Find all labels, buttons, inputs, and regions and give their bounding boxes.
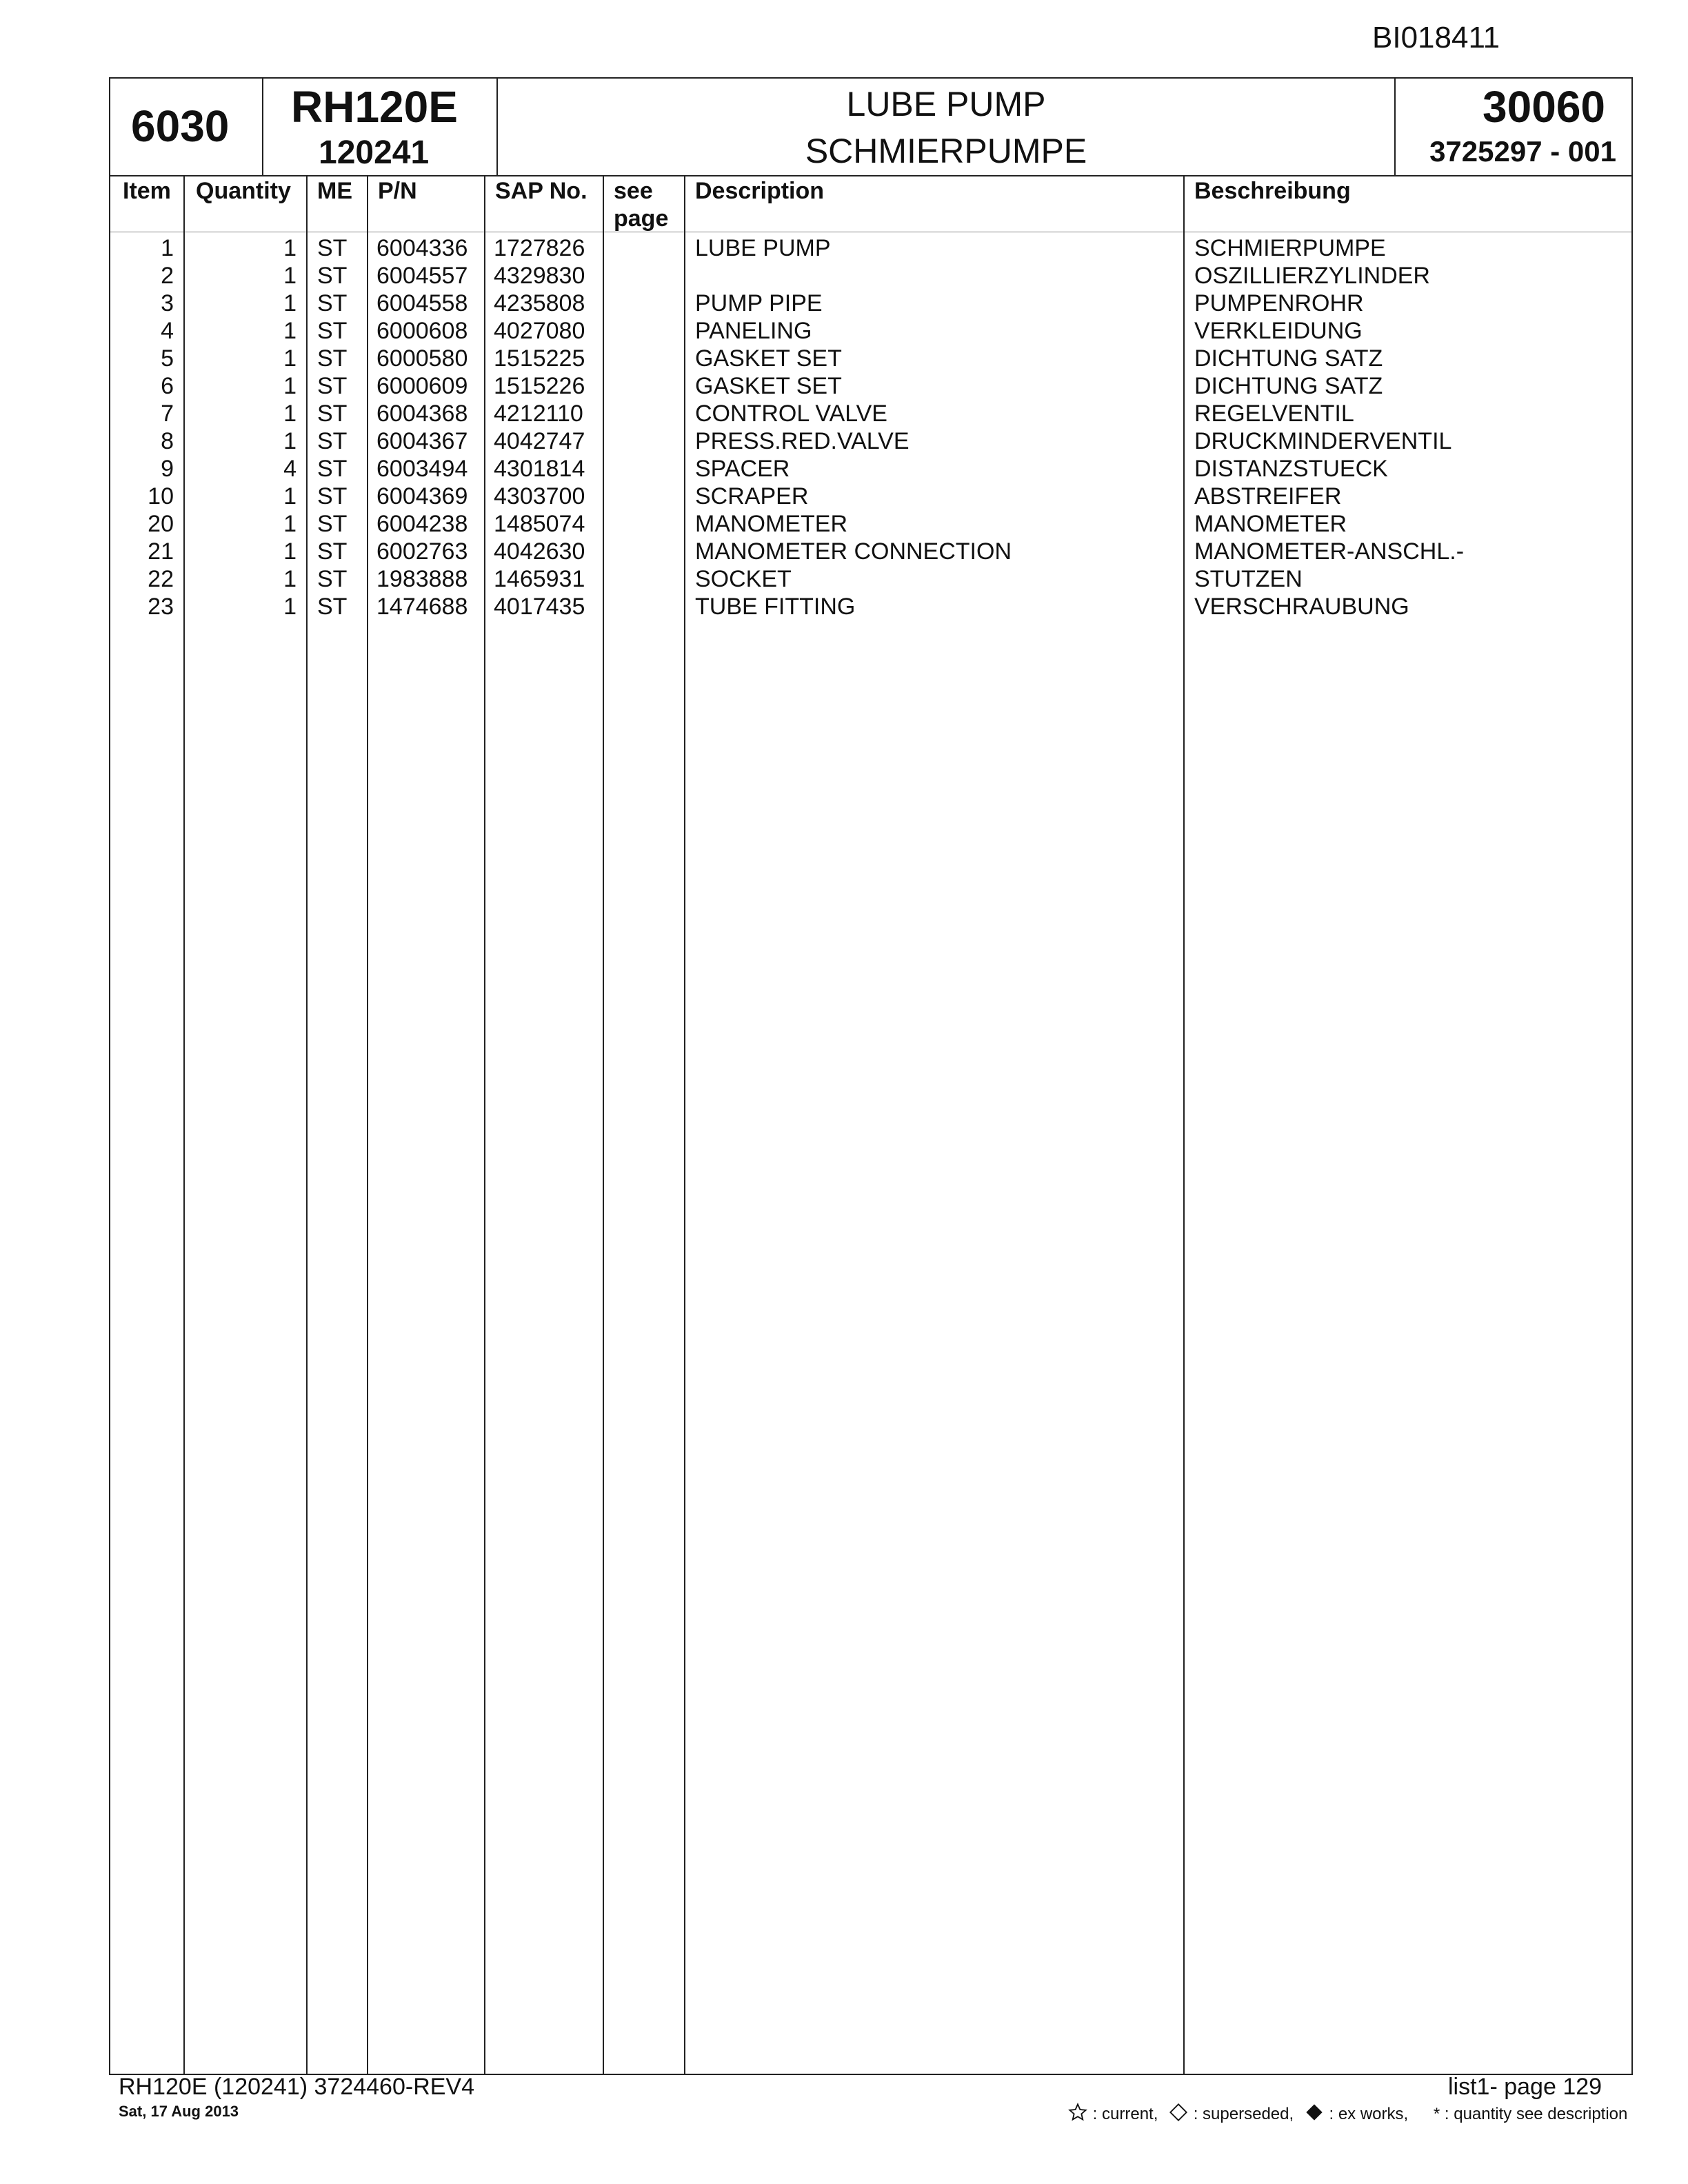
cell-me: ST xyxy=(317,401,348,427)
cell-me: ST xyxy=(317,456,348,482)
cell-item: 20 xyxy=(148,511,174,537)
cell-me: ST xyxy=(317,483,348,509)
column-header-sap: SAP No. xyxy=(495,178,587,204)
legend-exworks-label: : ex works, xyxy=(1329,2104,1409,2123)
cell-description: SOCKET xyxy=(695,566,792,592)
footer-page-number: list1- page 129 xyxy=(1448,2074,1602,2100)
part-sub-number: 3725297 - 001 xyxy=(1429,135,1616,168)
cell-beschreibung: VERSCHRAUBUNG xyxy=(1194,594,1409,620)
cell-beschreibung: DICHTUNG SATZ xyxy=(1194,373,1383,399)
cell-quantity: 4 xyxy=(283,456,297,482)
cell-item: 3 xyxy=(161,290,174,316)
cell-description: PANELING xyxy=(695,318,812,344)
model-serial: 120241 xyxy=(319,134,430,171)
cell-quantity: 1 xyxy=(283,345,297,372)
column-divider xyxy=(1183,175,1185,2074)
column-header-beschreibung: Beschreibung xyxy=(1194,178,1351,204)
cell-quantity: 1 xyxy=(283,373,297,399)
cell-description: GASKET SET xyxy=(695,373,842,399)
cell-pn: 6004367 xyxy=(376,428,468,454)
cell-description: PUMP PIPE xyxy=(695,290,823,316)
column-divider xyxy=(306,175,308,2074)
column-header-see: see xyxy=(614,178,653,204)
group-number-cell xyxy=(110,79,263,175)
model-cell xyxy=(263,79,498,175)
cell-me: ST xyxy=(317,594,348,620)
cell-me: ST xyxy=(317,511,348,537)
cell-quantity: 1 xyxy=(283,401,297,427)
cell-pn: 6004558 xyxy=(376,290,468,316)
cell-item: 6 xyxy=(161,373,174,399)
star-outline-icon xyxy=(1067,2103,1088,2127)
cell-beschreibung: SCHMIERPUMPE xyxy=(1194,235,1386,261)
cell-item: 23 xyxy=(148,594,174,620)
cell-item: 2 xyxy=(161,263,174,289)
cell-pn: 6000609 xyxy=(376,373,468,399)
cell-beschreibung: OSZILLIERZYLINDER xyxy=(1194,263,1430,289)
group-number: 6030 xyxy=(131,101,230,151)
parts-list-frame xyxy=(109,77,1633,2075)
cell-quantity: 1 xyxy=(283,428,297,454)
cell-sap: 1727826 xyxy=(494,235,585,261)
footer-legend xyxy=(1067,2103,1627,2127)
column-divider xyxy=(484,175,485,2074)
cell-description: GASKET SET xyxy=(695,345,842,372)
cell-sap: 1465931 xyxy=(494,566,585,592)
cell-beschreibung: DRUCKMINDERVENTIL xyxy=(1194,428,1452,454)
cell-pn: 6004369 xyxy=(376,483,468,509)
cell-description: SPACER xyxy=(695,456,790,482)
column-divider xyxy=(603,175,604,2074)
legend-superseded-label: : superseded, xyxy=(1193,2104,1294,2123)
column-divider xyxy=(684,175,685,2074)
cell-me: ST xyxy=(317,373,348,399)
cell-item: 7 xyxy=(161,401,174,427)
part-number-cell xyxy=(1396,79,1633,175)
cell-quantity: 1 xyxy=(283,483,297,509)
cell-beschreibung: DICHTUNG SATZ xyxy=(1194,345,1383,372)
cell-description: MANOMETER xyxy=(695,511,847,537)
cell-beschreibung: STUTZEN xyxy=(1194,566,1303,592)
cell-me: ST xyxy=(317,428,348,454)
cell-description: LUBE PUMP xyxy=(695,235,831,261)
cell-beschreibung: REGELVENTIL xyxy=(1194,401,1354,427)
cell-item: 4 xyxy=(161,318,174,344)
cell-pn: 1983888 xyxy=(376,566,468,592)
cell-quantity: 1 xyxy=(283,566,297,592)
cell-quantity: 1 xyxy=(283,511,297,537)
cell-sap: 4042630 xyxy=(494,538,585,565)
cell-item: 21 xyxy=(148,538,174,565)
cell-me: ST xyxy=(317,345,348,372)
cell-sap: 4235808 xyxy=(494,290,585,316)
cell-description: SCRAPER xyxy=(695,483,809,509)
cell-beschreibung: PUMPENROHR xyxy=(1194,290,1364,316)
cell-item: 22 xyxy=(148,566,174,592)
cell-sap: 4212110 xyxy=(494,401,583,427)
cell-me: ST xyxy=(317,290,348,316)
cell-quantity: 1 xyxy=(283,538,297,565)
title-english: LUBE PUMP xyxy=(846,85,1046,123)
cell-quantity: 1 xyxy=(283,290,297,316)
cell-pn: 6004557 xyxy=(376,263,468,289)
cell-quantity: 1 xyxy=(283,263,297,289)
cell-sap: 4301814 xyxy=(494,456,585,482)
cell-pn: 1474688 xyxy=(376,594,468,620)
cell-beschreibung: DISTANZSTUECK xyxy=(1194,456,1388,482)
cell-item: 10 xyxy=(148,483,174,509)
legend-current-label: : current, xyxy=(1092,2104,1158,2123)
cell-item: 1 xyxy=(161,235,174,261)
cell-sap: 4027080 xyxy=(494,318,585,344)
cell-description: PRESS.RED.VALVE xyxy=(695,428,910,454)
title-cell xyxy=(498,79,1396,175)
cell-pn: 6004238 xyxy=(376,511,468,537)
column-header-pn: P/N xyxy=(378,178,417,204)
column-header-page: page xyxy=(614,205,669,232)
cell-beschreibung: MANOMETER-ANSCHL.- xyxy=(1194,538,1465,565)
column-divider xyxy=(367,175,368,2074)
part-number: 30060 xyxy=(1483,82,1605,132)
cell-beschreibung: MANOMETER xyxy=(1194,511,1347,537)
cell-pn: 6004368 xyxy=(376,401,468,427)
cell-sap: 1485074 xyxy=(494,511,585,537)
column-header-me: ME xyxy=(317,178,352,204)
diamond-outline-icon xyxy=(1168,2103,1189,2127)
cell-item: 9 xyxy=(161,456,174,482)
model-name: RH120E xyxy=(291,82,458,132)
cell-beschreibung: ABSTREIFER xyxy=(1194,483,1342,509)
legend-quantity-label: * : quantity see description xyxy=(1433,2104,1628,2123)
cell-pn: 6004336 xyxy=(376,235,468,261)
cell-quantity: 1 xyxy=(283,594,297,620)
cell-me: ST xyxy=(317,318,348,344)
cell-quantity: 1 xyxy=(283,235,297,261)
cell-sap: 4303700 xyxy=(494,483,585,509)
cell-item: 5 xyxy=(161,345,174,372)
cell-description: TUBE FITTING xyxy=(695,594,856,620)
column-header-quantity: Quantity xyxy=(196,178,291,204)
cell-pn: 6002763 xyxy=(376,538,468,565)
cell-quantity: 1 xyxy=(283,318,297,344)
cell-sap: 1515226 xyxy=(494,373,585,399)
diamond-filled-icon xyxy=(1304,2103,1325,2127)
title-german: SCHMIERPUMPE xyxy=(805,132,1087,170)
cell-me: ST xyxy=(317,263,348,289)
cell-description: MANOMETER CONNECTION xyxy=(695,538,1012,565)
cell-pn: 6000608 xyxy=(376,318,468,344)
cell-sap: 4017435 xyxy=(494,594,585,620)
column-header-item: Item xyxy=(123,178,171,204)
cell-pn: 6003494 xyxy=(376,456,468,482)
cell-me: ST xyxy=(317,235,348,261)
cell-beschreibung: VERKLEIDUNG xyxy=(1194,318,1363,344)
document-id: BI018411 xyxy=(1372,21,1500,54)
cell-pn: 6000580 xyxy=(376,345,468,372)
cell-item: 8 xyxy=(161,428,174,454)
column-header-description: Description xyxy=(695,178,825,204)
cell-me: ST xyxy=(317,566,348,592)
cell-sap: 1515225 xyxy=(494,345,585,372)
footer-date: Sat, 17 Aug 2013 xyxy=(119,2103,239,2120)
cell-sap: 4329830 xyxy=(494,263,585,289)
cell-me: ST xyxy=(317,538,348,565)
header-divider xyxy=(110,175,1631,176)
footer-document-ref: RH120E (120241) 3724460-REV4 xyxy=(119,2074,475,2100)
cell-sap: 4042747 xyxy=(494,428,585,454)
cell-description: CONTROL VALVE xyxy=(695,401,887,427)
